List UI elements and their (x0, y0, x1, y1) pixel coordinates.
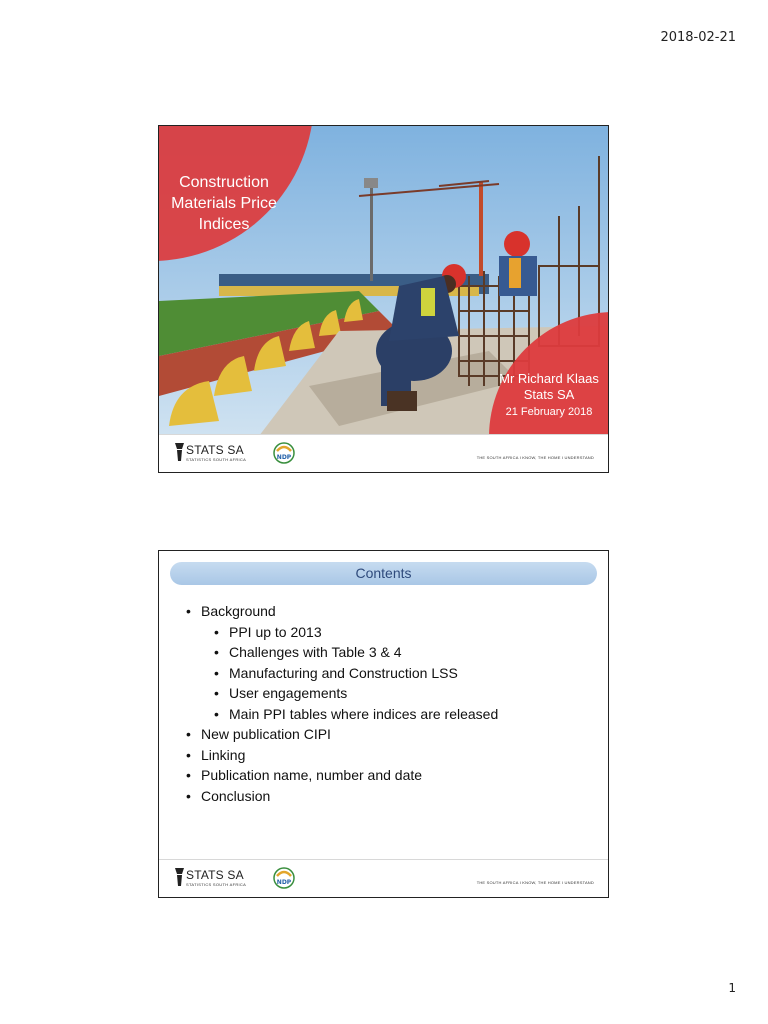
slide-footer (159, 434, 608, 472)
contents-heading: Contents (170, 562, 597, 585)
slide-title (159, 172, 289, 235)
list-subitem: • PPI up to 2013 (229, 622, 498, 643)
stats-sa-logo-text: STATS SA (186, 443, 244, 457)
title-line: Indices (198, 216, 250, 233)
list-subitem: • Manufacturing and Construction LSS (229, 663, 498, 684)
title-slide (158, 125, 609, 473)
presenter-block (494, 371, 604, 420)
list-subitem: • User engagements (229, 683, 498, 704)
title-line: Construction (179, 174, 269, 191)
construction-site-photo (159, 126, 608, 436)
ndp-logo-text: NDP (276, 454, 292, 461)
presenter-organisation: Stats SA (523, 387, 575, 402)
stats-sa-logo-icon (174, 442, 185, 462)
list-subitem: • Challenges with Table 3 & 4 (229, 642, 498, 663)
ndp-logo-icon (273, 442, 295, 464)
presenter-name: Mr Richard Klaas (499, 371, 599, 386)
list-item: • Conclusion (201, 786, 498, 807)
stats-sa-logo-subtitle: STATISTICS SOUTH AFRICA (186, 882, 247, 887)
stats-sa-logo-text: STATS SA (186, 868, 244, 882)
page-number: 1 (728, 981, 736, 995)
ndp-logo-text: NDP (276, 879, 292, 886)
list-item: • Linking (201, 745, 498, 766)
ndp-logo-icon (273, 867, 295, 889)
page-date: 2018-02-21 (660, 30, 736, 45)
footer-tagline: THE SOUTH AFRICA I KNOW, THE HOME I UNDERSTAND (476, 880, 594, 885)
stats-sa-logo-icon (174, 867, 185, 887)
list-subitem: • Main PPI tables where indices are released (229, 704, 498, 725)
presentation-date: 21 February 2018 (505, 406, 593, 418)
list-item: • Background (201, 601, 498, 622)
list-item: • Publication name, number and date (201, 765, 498, 786)
footer-tagline: THE SOUTH AFRICA I KNOW, THE HOME I UNDERSTAND (476, 455, 594, 460)
contents-list (201, 601, 498, 806)
slide-footer (159, 859, 608, 897)
title-line: Materials Price (171, 195, 277, 212)
list-item: • New publication CIPI (201, 724, 498, 745)
stats-sa-logo-subtitle: STATISTICS SOUTH AFRICA (186, 457, 247, 462)
contents-slide (158, 550, 609, 898)
